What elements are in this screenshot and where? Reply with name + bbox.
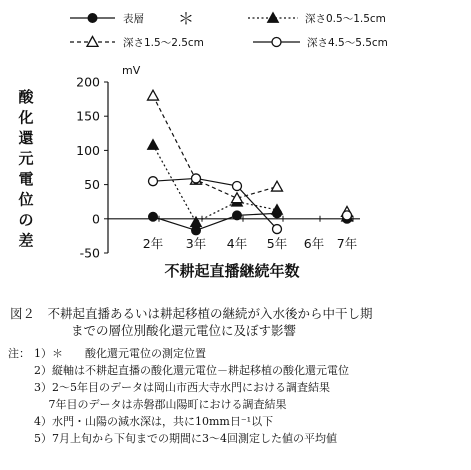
legend	[70, 9, 388, 49]
y-axis-label-char: 元	[18, 149, 34, 168]
y-tick-label: 200	[76, 74, 100, 90]
data-point	[272, 181, 283, 191]
caption-line-1: 図２ 不耕起直播あるいは耕起移植の継続が入水後から中干し期	[10, 306, 373, 321]
series-3	[148, 90, 353, 216]
data-point	[273, 225, 282, 234]
x-tick-label: 2年	[142, 236, 164, 251]
y-axis-label-char: 酸	[18, 88, 34, 106]
legend-label: 深さ1.5～2.5cm	[123, 37, 204, 49]
note-line: 2）縦軸は不耕起直播の酸化還元電位－耕起移植の酸化還元電位	[34, 364, 349, 377]
series-line	[153, 145, 277, 222]
legend-entry-3	[70, 37, 204, 50]
data-point	[149, 212, 158, 221]
notes	[34, 346, 349, 445]
note-line: 5）7月上旬から下旬までの期間に3～4回測定した値の平均値	[34, 432, 337, 445]
y-axis-label-char: 電	[18, 170, 34, 188]
x-tick-label: 5年	[266, 236, 288, 251]
y-tick-label: -50	[79, 245, 100, 261]
series-line	[153, 96, 277, 199]
legend-entry-4	[253, 37, 388, 49]
data-point	[148, 139, 159, 149]
axes	[108, 82, 360, 253]
legend-label: 深さ0.5～1.5cm	[305, 13, 386, 25]
x-tick-label: 7年	[336, 236, 358, 251]
notes-prefix: 注：	[8, 347, 30, 360]
data-point	[192, 174, 201, 183]
note-line: 7年目のデータは赤磐郡山陽町における調査結果	[34, 398, 287, 411]
y-axis-label-char: 差	[18, 231, 34, 250]
y-tick-label: 100	[76, 142, 100, 158]
plot-area	[148, 90, 353, 235]
legend-marker	[87, 37, 98, 47]
y-tick-label: 150	[76, 108, 100, 124]
y-axis-label-char: の	[18, 211, 34, 229]
x-axis-ticks	[143, 216, 357, 251]
note-line: 1）＊ 酸化還元電位の測定位置	[34, 347, 206, 360]
x-tick-label: 3年	[185, 236, 207, 251]
data-point	[192, 226, 201, 235]
series-1	[149, 209, 352, 235]
note-line: 4）水門・山陽の減水深は，共に10mm日⁻¹以下	[34, 415, 274, 428]
data-point	[149, 177, 158, 186]
legend-marker	[272, 38, 281, 47]
series-2	[148, 139, 353, 226]
legend-label: 深さ4.5～5.5cm	[307, 37, 388, 49]
data-point	[343, 211, 352, 220]
legend-asterisk: ＊	[178, 9, 195, 28]
y-axis-label	[17, 88, 34, 250]
y-tick-label: 0	[92, 211, 100, 227]
x-tick-label: 4年	[226, 236, 248, 251]
series-line	[153, 178, 277, 229]
legend-label: 表層	[123, 13, 144, 25]
legend-marker	[88, 14, 97, 23]
data-point	[233, 181, 242, 190]
legend-entry-2	[248, 13, 386, 26]
y-tick-label: 50	[84, 177, 100, 193]
x-tick-label: 6年	[303, 236, 325, 251]
y-axis-label-char: 化	[18, 108, 34, 127]
unit-label: mV	[122, 64, 141, 77]
note-line: 3）2～5年目のデータは岡山市西大寺水門における調査結果	[34, 381, 330, 394]
y-axis-label-char: 還	[18, 129, 34, 147]
caption-line-2: までの層位別酸化還元電位に及ぼす影響	[71, 323, 297, 338]
data-point	[233, 211, 242, 220]
y-axis-label-char: 位	[18, 190, 34, 209]
legend-entry-1	[70, 12, 144, 25]
x-axis-label: 不耕起直播継続年数	[164, 262, 300, 280]
data-point	[148, 90, 159, 100]
y-axis-ticks	[76, 75, 108, 261]
series-line	[153, 213, 277, 230]
